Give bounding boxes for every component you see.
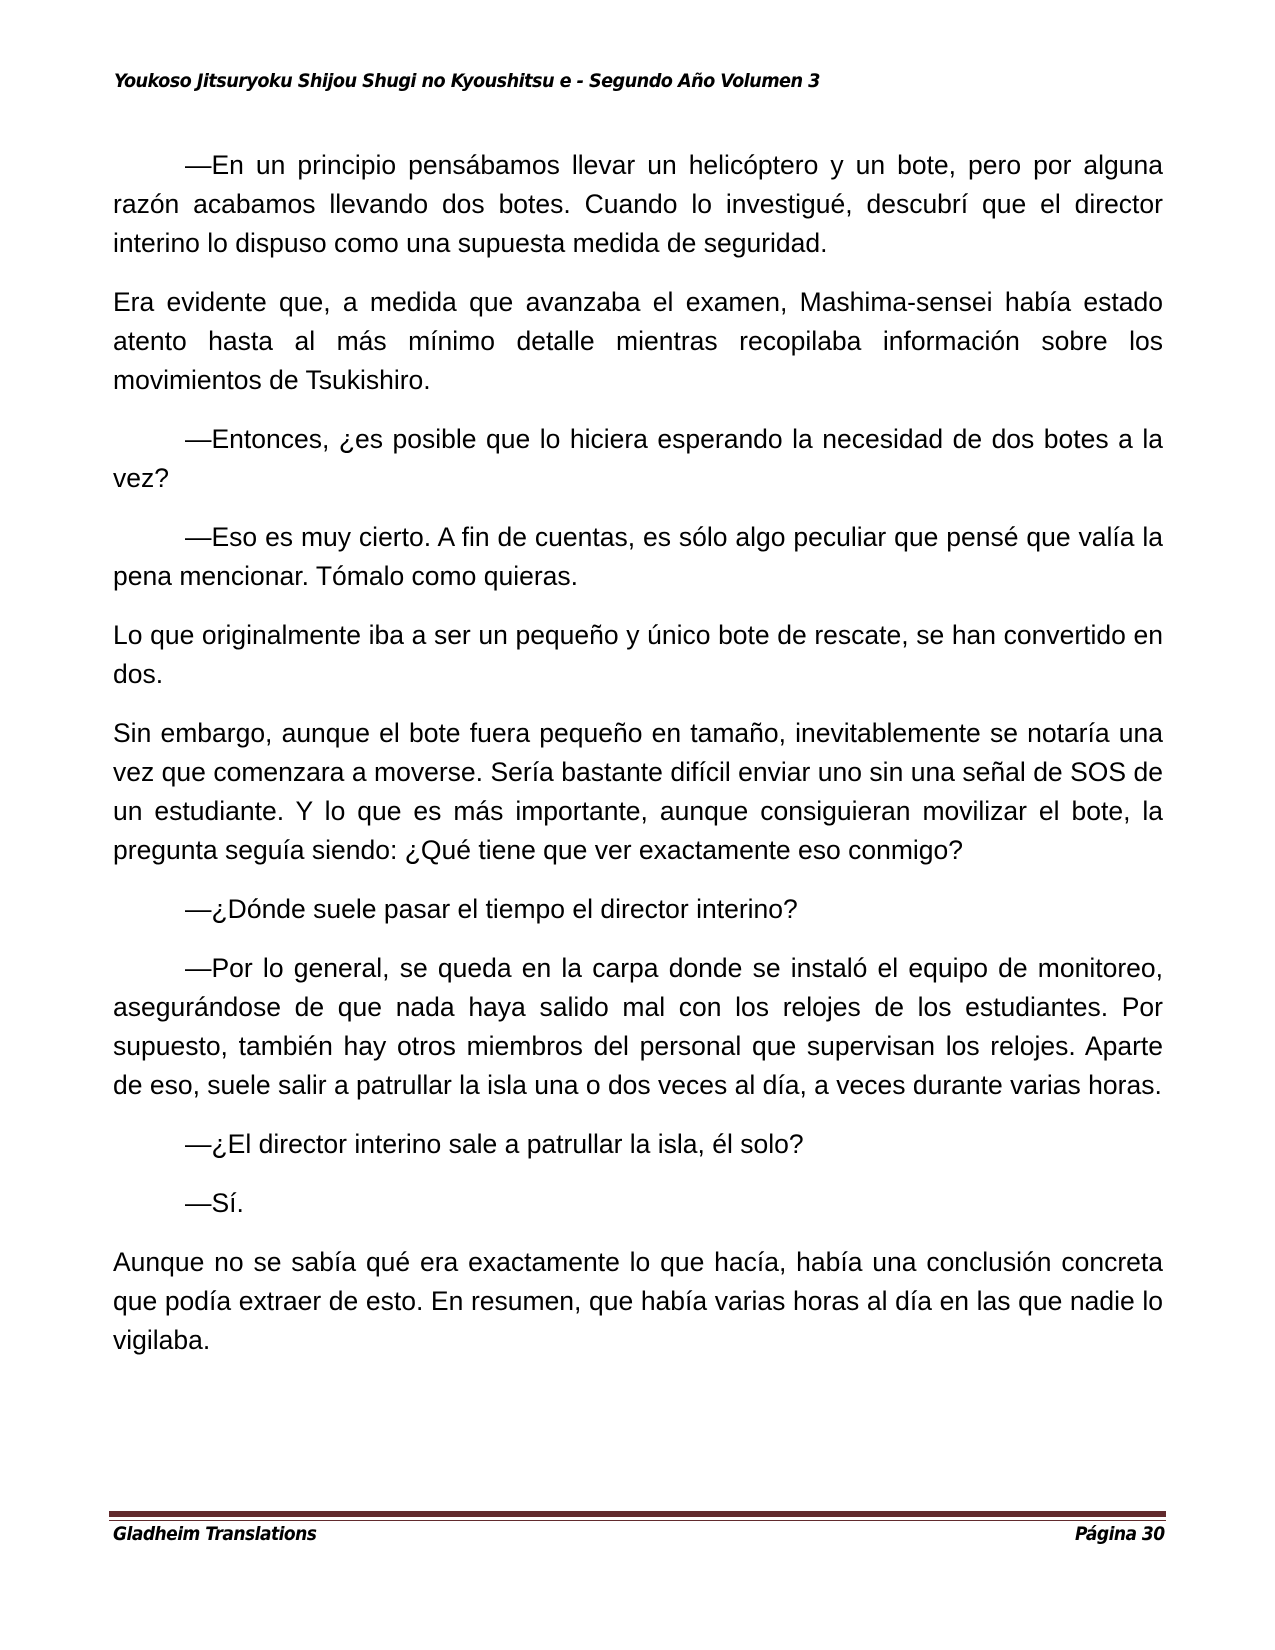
footer-rule-thin xyxy=(109,1520,1166,1521)
paragraph-dialogue: —En un principio pensábamos llevar un helicóptero y un bote, pero por alguna razón acabamos llevando dos botes. Cuando lo investigué, descubrí que el director interino lo dispuso como una supuesta medida de seguridad. xyxy=(113,150,1163,258)
paragraph-narration: Lo que originalmente iba a ser un pequeño y único bote de rescate, se han convertido en dos. xyxy=(113,620,1163,689)
footer-page-number: Página 30 xyxy=(1075,1523,1165,1545)
paragraph-dialogue: —¿Dónde suele pasar el tiempo el director interino? xyxy=(185,894,798,924)
paragraph-dialogue: —Eso es muy cierto. A fin de cuentas, es sólo algo peculiar que pensé que valía la pena mencionar. Tómalo como quieras. xyxy=(113,522,1163,591)
body-text xyxy=(113,146,1163,1380)
footer-translator-credit: Gladheim Translations xyxy=(113,1523,317,1545)
paragraph-dialogue: —¿El director interino sale a patrullar la isla, él solo? xyxy=(185,1129,804,1159)
footer-rule-thick xyxy=(109,1511,1166,1517)
running-header: Youkoso Jitsuryoku Shijou Shugi no Kyoushitsu e - Segundo Año Volumen 3 xyxy=(114,70,820,92)
paragraph-narration: Sin embargo, aunque el bote fuera pequeño en tamaño, inevitablemente se notaría una vez que comenzara a moverse. Sería bastante difícil enviar uno sin una señal de SOS de un estudiante. Y lo que es más importante, aunque consiguieran movilizar el bote, la pregunta seguía siendo: ¿Qué tiene que ver exactamente eso conmigo? xyxy=(113,718,1163,865)
paragraph-narration: Aunque no se sabía qué era exactamente lo que hacía, había una conclusión concreta que podía extraer de esto. En resumen, que había varias horas al día en las que nadie lo vigilaba. xyxy=(113,1247,1163,1355)
paragraph-dialogue: —Entonces, ¿es posible que lo hiciera esperando la necesidad de dos botes a la vez? xyxy=(113,424,1163,493)
paragraph-dialogue: —Sí. xyxy=(185,1188,244,1218)
paragraph-dialogue: —Por lo general, se queda en la carpa donde se instaló el equipo de monitoreo, asegurándose de que nada haya salido mal con los relojes de los estudiantes. Por supuesto, también hay otros miembros del personal que supervisan los relojes. Aparte de eso, suele salir a patrullar la isla una o dos veces al día, a veces durante varias horas. xyxy=(113,953,1163,1100)
paragraph-narration: Era evidente que, a medida que avanzaba el examen, Mashima-sensei había estado atento hasta al más mínimo detalle mientras recopilaba información sobre los movimientos de Tsukishiro. xyxy=(113,287,1163,395)
